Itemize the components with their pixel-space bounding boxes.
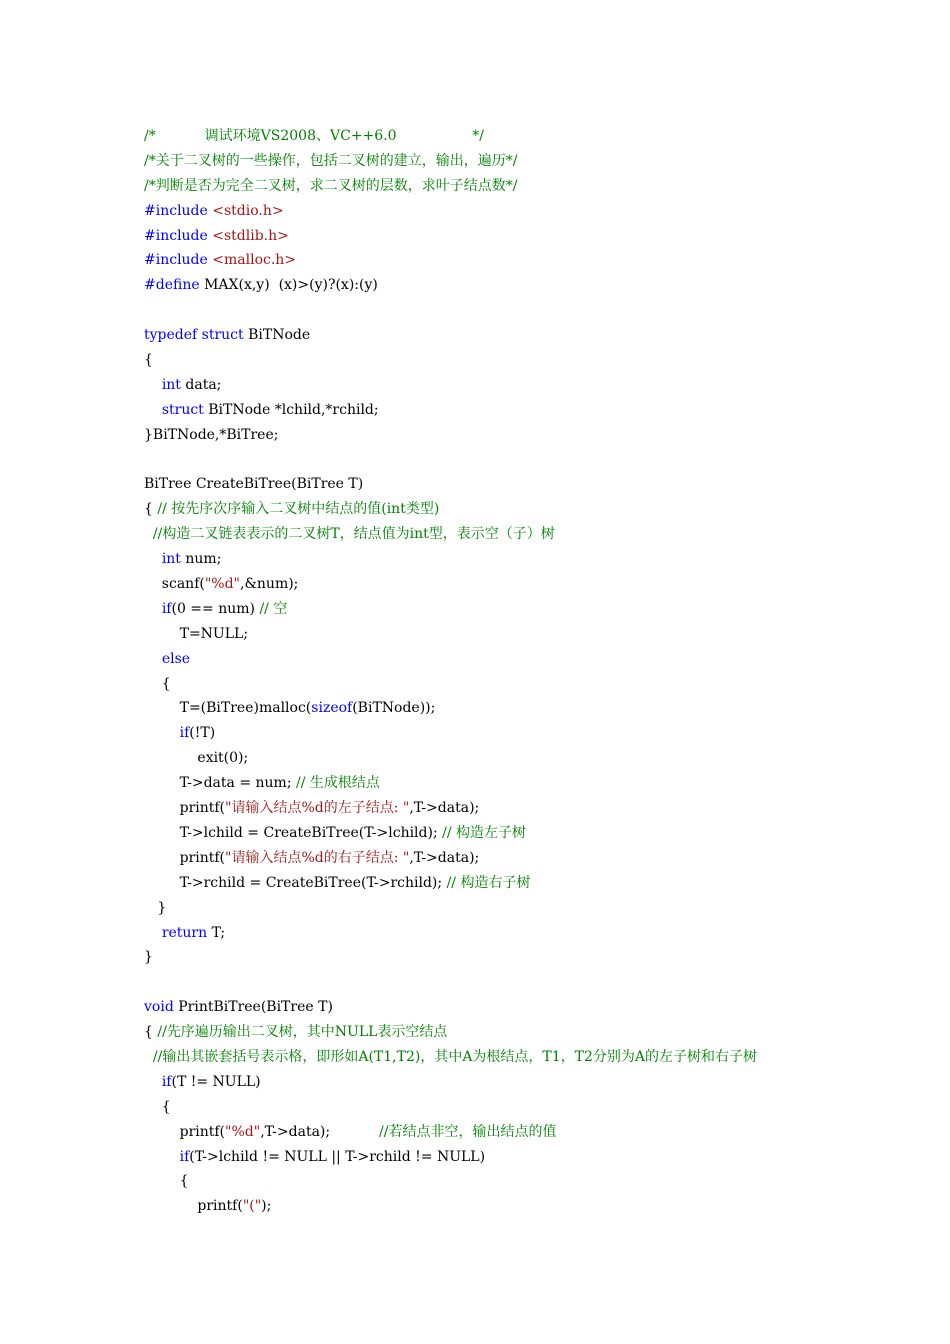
code-comment: // 构造右子树 xyxy=(446,874,531,891)
code-line xyxy=(144,945,924,970)
code-text xyxy=(144,925,162,941)
code-line xyxy=(144,1020,924,1045)
code-text: (T != NULL) xyxy=(171,1073,261,1090)
code-line xyxy=(144,1095,924,1120)
code-text: printf( xyxy=(144,800,226,817)
code-line xyxy=(144,273,924,298)
code-comment: // 生成根结点 xyxy=(295,775,380,792)
code-text: T=NULL; xyxy=(144,625,249,642)
code-text xyxy=(144,601,162,617)
code-keyword: int xyxy=(161,376,186,393)
code-line xyxy=(144,970,924,995)
code-text: data; xyxy=(185,376,222,393)
code-text: (!T) xyxy=(189,725,216,742)
code-comment: // 构造左子树 xyxy=(442,824,527,841)
code-keyword: #include xyxy=(144,252,213,269)
code-line xyxy=(144,846,924,871)
code-line xyxy=(144,522,924,547)
code-text xyxy=(144,1049,153,1065)
code-text: { xyxy=(144,1098,171,1115)
code-line xyxy=(144,746,924,771)
code-text: ,T->data); xyxy=(409,849,480,866)
code-comment: //构造二叉链表表示的二叉树T，结点值为int型，表示空（子）树 xyxy=(152,526,555,543)
code-text: ,T->data); xyxy=(409,800,480,817)
code-keyword: if xyxy=(161,1073,172,1090)
code-line xyxy=(144,796,924,821)
code-keyword: sizeof xyxy=(311,700,353,717)
code-line xyxy=(144,323,924,348)
code-text: ,&num); xyxy=(240,576,299,593)
code-keyword: if xyxy=(179,1148,190,1165)
code-text: T->data = num; xyxy=(144,775,296,792)
code-text xyxy=(144,725,180,741)
code-string: <stdio.h> xyxy=(212,202,284,219)
code-line xyxy=(144,821,924,846)
code-text: printf( xyxy=(144,1123,226,1140)
code-line xyxy=(144,373,924,398)
code-text: ,T->data); xyxy=(260,1123,380,1140)
code-text: ); xyxy=(261,1198,272,1215)
code-comment: /*判断是否为完全二叉树，求二叉树的层数，求叶子结点数*/ xyxy=(144,177,518,194)
code-line xyxy=(144,248,924,273)
code-text: printf( xyxy=(144,849,226,866)
code-keyword: void xyxy=(144,999,179,1016)
code-line xyxy=(144,1070,924,1095)
code-comment: //若结点非空，输出结点的值 xyxy=(379,1123,557,1140)
code-text: BiTNode *lchild,*rchild; xyxy=(208,401,379,418)
code-comment: //输出其嵌套括号表示格，即形如A(T1,T2)，其中A为根结点，T1，T2分别为A的左子树和右子树 xyxy=(152,1048,758,1065)
code-line xyxy=(144,472,924,497)
code-line xyxy=(144,497,924,522)
code-text xyxy=(144,1074,162,1090)
code-line xyxy=(144,224,924,249)
code-line xyxy=(144,771,924,796)
code-line xyxy=(144,871,924,896)
code-text: T=(BiTree)malloc( xyxy=(144,700,312,717)
code-line xyxy=(144,1045,924,1070)
code-string: <malloc.h> xyxy=(212,252,297,269)
code-string: "(" xyxy=(242,1198,262,1215)
code-line xyxy=(144,995,924,1020)
code-text: T->lchild = CreateBiTree(T->lchild); xyxy=(144,824,443,841)
code-listing xyxy=(144,124,924,1219)
code-line xyxy=(144,622,924,647)
code-text: T; xyxy=(211,924,226,941)
code-keyword: #include xyxy=(144,202,213,219)
code-string: "%d" xyxy=(204,576,240,593)
code-line xyxy=(144,572,924,597)
code-line xyxy=(144,1120,924,1145)
code-text: { xyxy=(144,352,153,369)
code-text: scanf( xyxy=(144,576,205,593)
code-line xyxy=(144,124,924,149)
code-text: } xyxy=(144,899,167,916)
code-text: (0 == num) xyxy=(171,600,260,617)
code-comment: // 按先序次序输入二叉树中结点的值(int类型) xyxy=(157,501,440,518)
code-keyword: #include xyxy=(144,227,213,244)
code-line xyxy=(144,199,924,224)
code-line xyxy=(144,921,924,946)
code-line xyxy=(144,423,924,448)
code-text: { xyxy=(144,675,171,692)
code-keyword: if xyxy=(161,600,172,617)
code-text xyxy=(144,551,162,567)
code-line xyxy=(144,174,924,199)
code-comment: // 空 xyxy=(259,600,288,617)
code-text: BiTNode xyxy=(248,327,311,344)
code-line xyxy=(144,647,924,672)
code-line xyxy=(144,896,924,921)
code-comment: /*关于二叉树的一些操作，包括二叉树的建立，输出，遍历*/ xyxy=(144,152,518,169)
code-line xyxy=(144,672,924,697)
code-text xyxy=(144,1149,180,1165)
code-line xyxy=(144,721,924,746)
code-text xyxy=(144,377,162,393)
code-text: }BiTNode,*BiTree; xyxy=(144,426,279,443)
code-text xyxy=(144,402,162,418)
code-line xyxy=(144,348,924,373)
code-line xyxy=(144,298,924,323)
code-text xyxy=(144,526,153,542)
code-line xyxy=(144,1194,924,1219)
code-text: { xyxy=(144,501,158,518)
code-text: (T->lchild != NULL || T->rchild != NULL) xyxy=(189,1148,486,1165)
code-line xyxy=(144,149,924,174)
code-comment: //先序遍历输出二叉树，其中NULL表示空结点 xyxy=(157,1024,448,1041)
code-string: "请输入结点%d的右子结点: " xyxy=(225,849,410,866)
code-line xyxy=(144,597,924,622)
code-text: num; xyxy=(185,551,222,568)
code-keyword: int xyxy=(161,551,186,568)
code-text: } xyxy=(144,949,153,966)
code-line xyxy=(144,448,924,473)
code-text: { xyxy=(144,1173,189,1190)
code-text xyxy=(144,651,162,667)
code-text: PrintBiTree(BiTree T) xyxy=(178,999,333,1016)
code-line xyxy=(144,696,924,721)
code-keyword: #define xyxy=(144,277,205,294)
code-string: "请输入结点%d的左子结点: " xyxy=(225,800,410,817)
code-line xyxy=(144,1145,924,1170)
code-string: "%d" xyxy=(225,1123,261,1140)
code-text: printf( xyxy=(144,1198,243,1215)
code-keyword: return xyxy=(161,924,212,941)
code-text: { xyxy=(144,1024,158,1041)
code-keyword: typedef struct xyxy=(144,327,249,344)
code-line xyxy=(144,1169,924,1194)
code-line xyxy=(144,398,924,423)
code-comment: /* 调试环境VS2008、VC++6.0 */ xyxy=(144,128,484,144)
code-text: (BiTNode)); xyxy=(352,700,436,717)
code-text: BiTree CreateBiTree(BiTree T) xyxy=(144,476,364,493)
code-keyword: else xyxy=(161,650,191,667)
code-keyword: if xyxy=(179,725,190,742)
code-text: exit(0); xyxy=(144,750,249,767)
code-line xyxy=(144,547,924,572)
code-string: <stdlib.h> xyxy=(212,227,289,244)
code-text: T->rchild = CreateBiTree(T->rchild); xyxy=(144,874,447,891)
code-keyword: struct xyxy=(161,401,209,418)
code-text: MAX(x,y) (x)>(y)?(x):(y) xyxy=(204,277,378,294)
